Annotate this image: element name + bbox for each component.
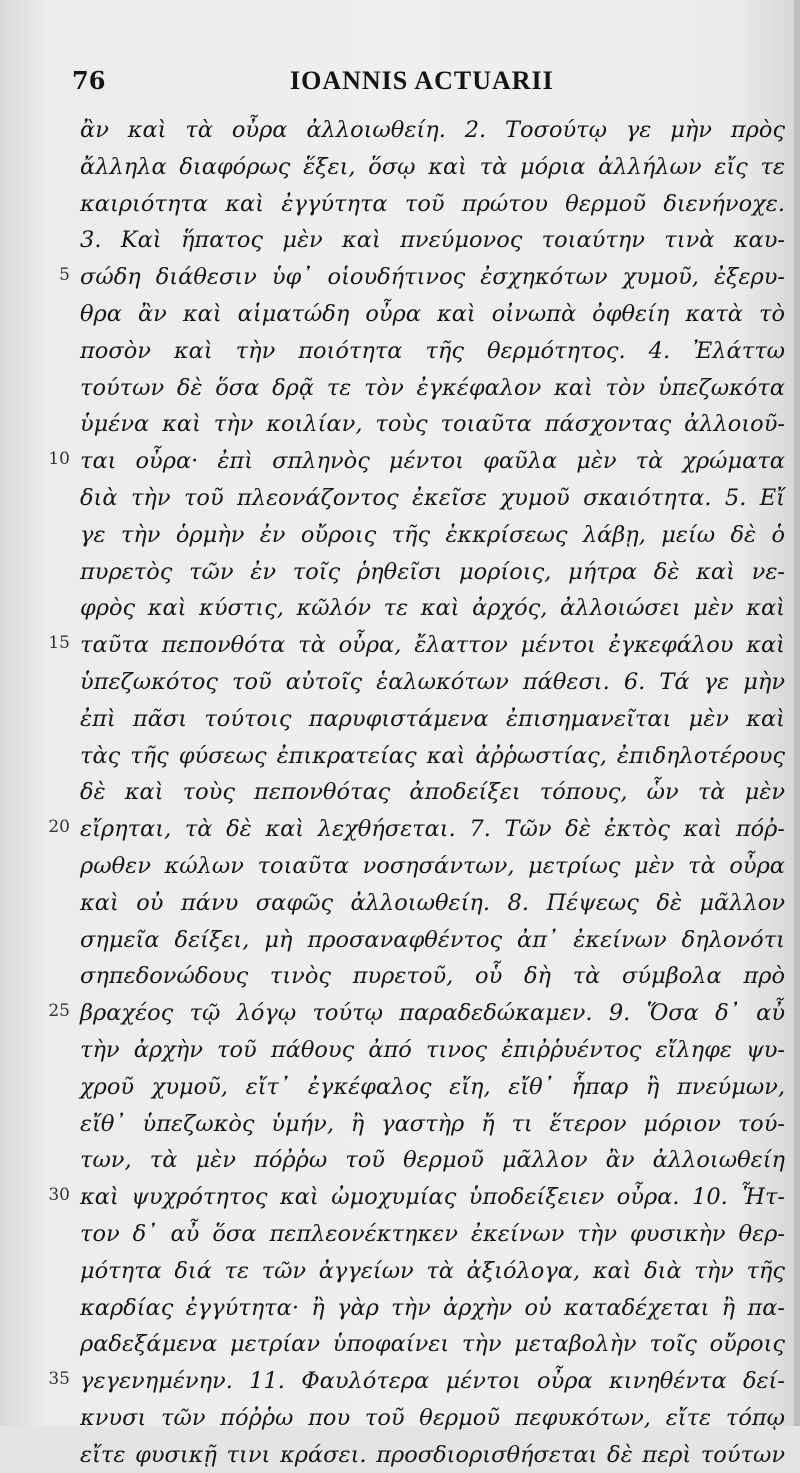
page-header — [0, 66, 800, 106]
text-line — [0, 554, 800, 591]
line-text: σηπεδονώδους τινὸς πυρετοῦ, οὗ δὴ τὰ σύμβολα πρὸ — [80, 963, 785, 990]
text-line — [0, 149, 800, 186]
text-line — [0, 1106, 800, 1143]
text-line — [0, 811, 800, 848]
line-number: 30 — [48, 1185, 70, 1206]
line-text: ὑπεζωκότος τοῦ αὐτοῖς ἑαλωκότων πάθεσι. 6. Τά γε μὴν — [80, 668, 785, 695]
line-text: γε τὴν ὁρμὴν ἐν οὔροις τῆς ἐκκρίσεως λάβῃ, μείω δὲ ὁ — [80, 521, 785, 548]
text-line — [0, 1363, 800, 1400]
line-number: 5 — [59, 265, 70, 286]
line-text: τον δ᾽ αὖ ὅσα πεπλεονέκτηκεν ἐκείνων τὴν φυσικὴν θερ- — [80, 1220, 785, 1247]
line-text: φρὸς καὶ κύστις, κῶλόν τε καὶ ἀρχός, ἀλλοιώσει μὲν καὶ — [80, 595, 785, 622]
line-text: ἂν καὶ τὰ οὖρα ἀλλοιωθείη. 2. Τοσούτῳ γε μὴν πρὸς — [80, 117, 785, 143]
line-text: ἄλληλα διαφόρως ἕξει, ὅσῳ καὶ τὰ μόρια ἀλλήλων εἴς τε — [80, 153, 785, 180]
text-line — [0, 774, 800, 811]
body-text — [0, 112, 800, 1473]
text-line — [0, 112, 800, 149]
line-text: κνυσι τῶν πόῤῥω που τοῦ θερμοῦ πεφυκότων, εἴτε τόπῳ — [80, 1404, 785, 1431]
line-text: τὰς τῆς φύσεως ἐπικρατείας καὶ ἀῤῥωστίας, ἐπιδηλοτέρους — [80, 742, 785, 769]
line-text: ποσὸν καὶ τὴν ποιότητα τῆς θερμότητος. 4. Ἐλάττω — [80, 337, 785, 364]
text-line — [0, 406, 800, 443]
text-line — [0, 186, 800, 223]
text-line — [0, 995, 800, 1032]
line-text: εἴτε φυσικῇ τινι κράσει. προσδιορισθήσεται δὲ περὶ τούτων — [80, 1441, 785, 1468]
line-number: 10 — [48, 449, 70, 470]
line-text: ρωθεν κώλων τοιαῦτα νοσησάντων, μετρίως μὲν τὰ οὖρα — [80, 852, 785, 879]
text-line — [0, 259, 800, 296]
line-text: τούτων δὲ ὅσα δρᾷ τε τὸν ἐγκέφαλον καὶ τὸν ὑπεζωκότα — [80, 374, 785, 401]
text-line — [0, 627, 800, 664]
line-text: 3. Καὶ ἥπατος μὲν καὶ πνεύμονος τοιαύτην τινὰ καυ- — [80, 227, 785, 254]
text-line — [0, 1290, 800, 1327]
text-line — [0, 848, 800, 885]
line-text: ται οὖρα· ἐπὶ σπληνὸς μέντοι φαῦλα μὲν τὰ χρώματα — [80, 448, 785, 475]
line-number: 25 — [48, 1001, 70, 1022]
text-line — [0, 738, 800, 775]
line-text: καὶ ψυχρότητος καὶ ὠμοχυμίας ὑποδείξειεν οὖρα. 10. Ἧτ- — [80, 1184, 785, 1211]
text-line — [0, 1326, 800, 1363]
text-line — [0, 1253, 800, 1290]
line-text: βραχέος τῷ λόγῳ τούτῳ παραδεδώκαμεν. 9. Ὅσα δ᾽ αὖ — [80, 1000, 785, 1027]
line-number: 20 — [48, 817, 70, 838]
text-line — [0, 590, 800, 627]
line-text: διὰ τὴν τοῦ πλεονάζοντος ἐκεῖσε χυμοῦ σκαιότητα. 5. Εἴ — [80, 484, 785, 511]
line-text: καρδίας ἐγγύτητα· ἢ γὰρ τὴν ἀρχὴν οὐ καταδέχεται ἢ πα- — [80, 1294, 785, 1321]
line-text: θρα ἂν καὶ αἱματώδη οὖρα καὶ οἰνωπὰ ὀφθείη κατὰ τὸ — [80, 300, 785, 327]
line-text: ταῦτα πεπονθότα τὰ οὖρα, ἔλαττον μέντοι ἐγκεφάλου καὶ — [80, 632, 785, 659]
text-line — [0, 1437, 800, 1473]
running-head: IOANNIS ACTUARII — [290, 66, 554, 95]
text-line — [0, 1179, 800, 1216]
text-line — [0, 370, 800, 407]
text-line — [0, 1216, 800, 1253]
line-text: πυρετὸς τῶν ἐν τοῖς ῥηθεῖσι μορίοις, μήτρα δὲ καὶ νε- — [80, 558, 785, 585]
text-line — [0, 222, 800, 259]
text-line — [0, 664, 800, 701]
line-text: σώδη διάθεσιν ὑφ᾽ οἱουδήτινος ἐσχηκότων χυμοῦ, ἐξερυ- — [80, 264, 785, 291]
text-line — [0, 1069, 800, 1106]
line-text: ἐπὶ πᾶσι τούτοις παρυφιστάμενα ἐπισημανεῖται μὲν καὶ — [80, 705, 785, 732]
page-edge-shadow — [794, 0, 800, 1426]
line-number: 15 — [48, 633, 70, 654]
line-text: μότητα διά τε τῶν ἀγγείων τὰ ἀξιόλογα, καὶ διὰ τὴν τῆς — [80, 1257, 785, 1284]
line-text: δὲ καὶ τοὺς πεπονθότας ἀποδείξει τόπους, ὧν τὰ μὲν — [80, 779, 785, 806]
text-line — [0, 1032, 800, 1069]
line-text: καὶ οὐ πάνυ σαφῶς ἀλλοιωθείη. 8. Πέψεως δὲ μᾶλλον — [80, 889, 785, 916]
text-line — [0, 701, 800, 738]
line-text: των, τὰ μὲν πόῤῥω τοῦ θερμοῦ μᾶλλον ἂν ἀλλοιωθείη — [80, 1147, 785, 1174]
page-number: 76 — [72, 66, 106, 95]
text-line — [0, 885, 800, 922]
line-text: τὴν ἀρχὴν τοῦ πάθους ἀπό τινος ἐπιῤῥυέντος εἴληφε ψυ- — [80, 1036, 785, 1063]
line-text: χροῦ χυμοῦ, εἴτ᾽ ἐγκέφαλος εἴη, εἴθ᾽ ἧπαρ ἢ πνεύμων, — [80, 1073, 785, 1100]
text-line — [0, 517, 800, 554]
text-line — [0, 480, 800, 517]
line-text: ραδεξάμενα μετρίαν ὑποφαίνει τὴν μεταβολὴν τοῖς οὔροις — [80, 1331, 785, 1358]
line-text: γεγενημένην. 11. Φαυλότερα μέντοι οὖρα κινηθέντα δεί- — [80, 1368, 785, 1395]
text-line — [0, 333, 800, 370]
line-text: εἴθ᾽ ὑπεζωκὸς ὑμήν, ἢ γαστὴρ ἤ τι ἕτερον μόριον τού- — [80, 1110, 785, 1137]
line-number: 35 — [48, 1369, 70, 1390]
text-line — [0, 958, 800, 995]
text-line — [0, 1142, 800, 1179]
line-text: ὑμένα καὶ τὴν κοιλίαν, τοὺς τοιαῦτα πάσχοντας ἀλλοιοῦ- — [80, 411, 785, 438]
text-line — [0, 1400, 800, 1437]
line-text: καιριότητα καὶ ἐγγύτητα τοῦ πρώτου θερμοῦ διενήνοχε. — [80, 190, 785, 217]
text-line — [0, 922, 800, 959]
line-text: σημεῖα δείξει, μὴ προσαναφθέντος ἀπ᾽ ἐκείνων δηλονότι — [80, 926, 785, 953]
text-line — [0, 443, 800, 480]
text-line — [0, 296, 800, 333]
line-text: εἴρηται, τὰ δὲ καὶ λεχθήσεται. 7. Τῶν δὲ ἐκτὸς καὶ πόῤ- — [80, 816, 785, 843]
